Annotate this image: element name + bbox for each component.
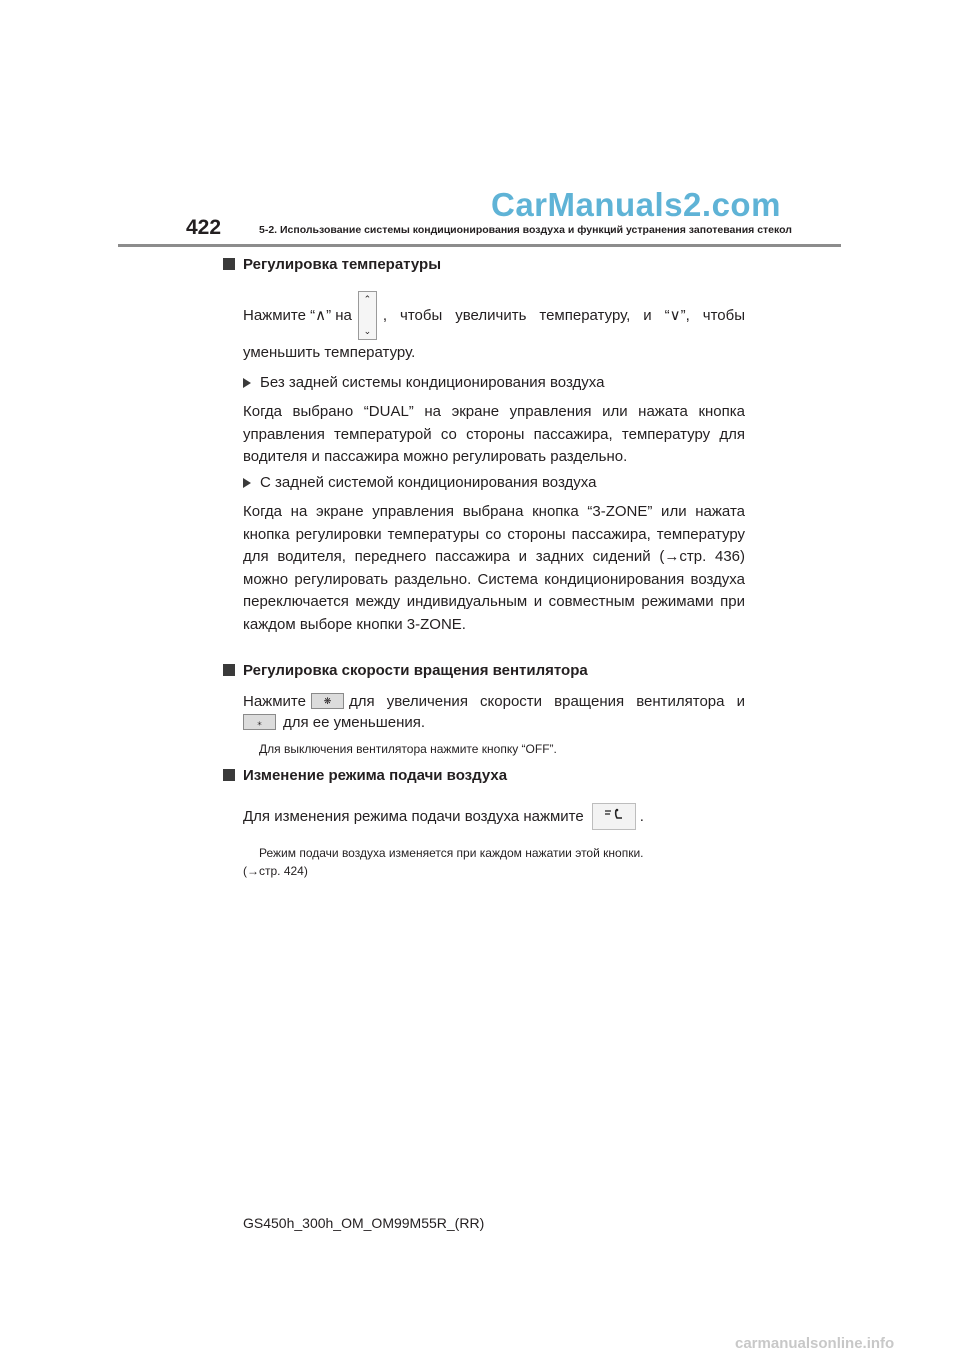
temp-instruction-line2: уменьшить температуру. (243, 344, 416, 361)
heading-fan-speed: Регулировка скорости вращения вентилятора (223, 662, 588, 679)
seat-airflow-icon (602, 808, 626, 824)
watermark-footer: carmanualsonline.info (735, 1335, 895, 1352)
page-number: 422 (186, 216, 222, 239)
mode-instruction-line: Для изменения режима подачи воздуха нажмите . (243, 802, 745, 830)
chevron-down-icon: ⌄ (363, 325, 372, 336)
heading-temperature: Регулировка температуры (223, 256, 441, 273)
document-footer: GS450h_300h_OM_OM99M55R_(RR) (243, 1215, 485, 1231)
temperature-up-down-button-icon (358, 291, 377, 340)
header-divider (118, 244, 841, 247)
heading-airflow-mode: Изменение режима подачи воздуха (223, 767, 507, 784)
airflow-mode-button-icon (592, 803, 636, 830)
triangle-bullet-icon (243, 378, 251, 388)
square-bullet-icon (223, 664, 235, 676)
section-title: 5-2. Использование системы кондиционирования воздуха и функций устранения запотевания стекол (259, 224, 792, 236)
fan-instruction-line2: ⁎ для ее уменьшения. (243, 711, 745, 733)
note-mode-change: Режим подачи воздуха изменяется при каждом нажатии этой кнопки. (259, 846, 644, 860)
triangle-bullet-icon (243, 478, 251, 488)
note-page-reference: (→стр. 424) (243, 864, 308, 878)
note-fan-off: Для выключения вентилятора нажмите кнопку “OFF”. (259, 742, 557, 756)
paragraph-with-rear: Когда на экране управления выбрана кнопка “3-ZONE” или нажата кнопка регулировки температуры со стороны пассажира, температуру для водителя, переднего пассажира и задних сидений (→стр. 436) можно регулировать раздельно. Система кондиционирования воздуха переключается между индивидуальным и совместным режимами при каждом выборе кнопки 3-ZONE. (243, 503, 745, 633)
fan-high-button-icon: ❋ (311, 693, 344, 709)
fan-low-button-icon: ⁎ (243, 714, 276, 730)
paragraph-no-rear: Когда выбрано “DUAL” на экране управления или нажата кнопка управления температурой со стороны пассажира, температуру для водителя и пассажира можно регулировать раздельно. (243, 403, 745, 465)
watermark-logo: CarManuals2.com (491, 186, 781, 223)
square-bullet-icon (223, 258, 235, 270)
temp-instruction-line: Нажмите “∧” на ⌃ ⌄ , чтобы увеличить температуру, и “∨”, чтобы (243, 289, 745, 341)
square-bullet-icon (223, 769, 235, 781)
fan-instruction-line1: Нажмите ❋ для увеличения скорости вращения вентилятора и (243, 692, 745, 710)
subheading-with-rear: С задней системой кондиционирования воздуха (243, 474, 596, 491)
chevron-up-icon: ⌃ (363, 293, 372, 304)
subheading-no-rear: Без задней системы кондиционирования воздуха (243, 374, 604, 391)
